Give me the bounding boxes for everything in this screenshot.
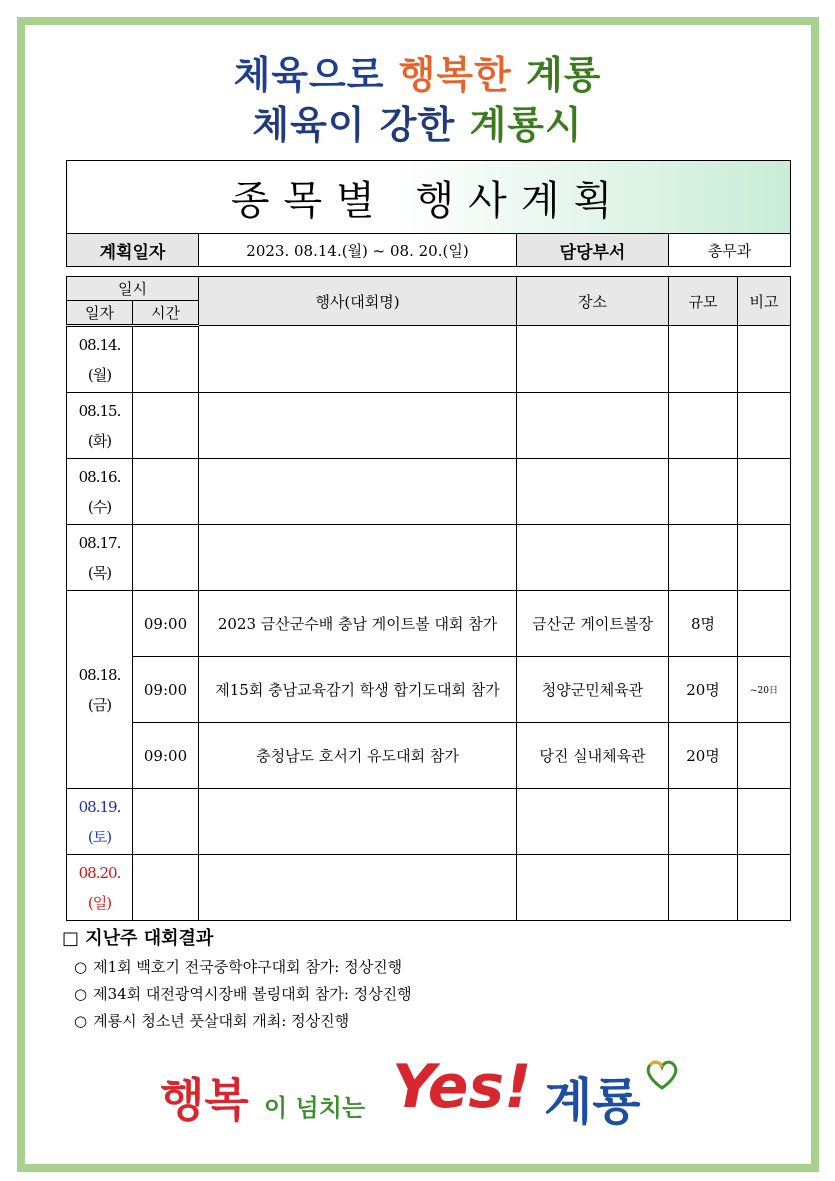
note-cell xyxy=(738,459,791,525)
bottom-slogan-part-2: 이 넘치는 xyxy=(264,1094,366,1122)
event-cell xyxy=(199,789,517,855)
scale-cell xyxy=(669,789,738,855)
schedule-row xyxy=(67,459,791,525)
date-cell xyxy=(67,591,133,789)
scale-cell: 8명 xyxy=(669,591,738,657)
time-cell xyxy=(133,789,199,855)
event-cell xyxy=(199,459,517,525)
result-item xyxy=(74,983,762,1004)
col-event: 행사(대회명) xyxy=(199,277,517,326)
slogan-1-part-2: 행복한 xyxy=(398,53,526,97)
dept-label: 담당부서 xyxy=(517,234,669,267)
weekday-text: (목) xyxy=(87,563,112,582)
date-text: 08.16. xyxy=(78,467,121,486)
scale-cell xyxy=(669,326,738,393)
slogan-line-2 xyxy=(0,94,835,149)
dept-value: 총무과 xyxy=(669,234,791,267)
heart-icon xyxy=(644,1058,680,1090)
place-cell xyxy=(517,326,669,393)
date-cell xyxy=(67,326,133,393)
weekday-text: (일) xyxy=(87,893,112,912)
last-week-results xyxy=(62,924,762,1031)
place-cell xyxy=(517,393,669,459)
event-cell: 제15회 충남교육감기 학생 합기도대회 참가 xyxy=(199,657,517,723)
schedule-row xyxy=(67,789,791,855)
schedule-body xyxy=(67,326,791,921)
note-cell xyxy=(738,789,791,855)
date-text: 08.20. xyxy=(78,863,121,882)
place-cell xyxy=(517,525,669,591)
scale-cell: 20명 xyxy=(669,723,738,789)
time-cell xyxy=(133,855,199,921)
slogan-2-part-1: 체육이 xyxy=(252,103,380,147)
date-text: 08.18. xyxy=(78,665,121,684)
schedule-row xyxy=(67,525,791,591)
slogan-1-part-3: 계룡 xyxy=(526,53,602,97)
schedule-row xyxy=(67,657,791,723)
weekday-text: (월) xyxy=(87,365,112,384)
result-text: 제34회 대전광역시장배 볼링대회 참가: 정상진행 xyxy=(93,985,412,1003)
date-text: 08.17. xyxy=(78,533,121,552)
scale-cell xyxy=(669,393,738,459)
time-cell: 09:00 xyxy=(133,723,199,789)
col-scale: 규모 xyxy=(669,277,738,326)
weekday-text: (화) xyxy=(87,431,112,450)
bottom-slogan-part-1: 행복 xyxy=(160,1073,249,1127)
slogan-1-part-1: 체육으로 xyxy=(233,53,399,97)
note-cell xyxy=(738,525,791,591)
bottom-slogan-part-3: Yes! xyxy=(392,1052,532,1122)
bullet-icon: ○ xyxy=(74,1012,88,1030)
page-title: 종목별 행사계획 xyxy=(67,161,791,234)
place-cell: 청양군민체육관 xyxy=(517,657,669,723)
note-cell xyxy=(738,393,791,459)
event-cell xyxy=(199,525,517,591)
date-text: 08.15. xyxy=(78,401,121,420)
bottom-slogan-logo xyxy=(160,1052,700,1142)
col-datetime: 일시 xyxy=(67,277,199,301)
schedule-table xyxy=(66,276,791,921)
col-date: 일자 xyxy=(67,301,133,326)
schedule-row xyxy=(67,591,791,657)
weekday-text: (토) xyxy=(87,827,112,846)
time-cell: 09:00 xyxy=(133,657,199,723)
col-note: 비고 xyxy=(738,277,791,326)
result-text: 계룡시 청소년 풋살대회 개최: 정상진행 xyxy=(93,1012,350,1030)
date-cell xyxy=(67,393,133,459)
date-cell xyxy=(67,789,133,855)
time-cell xyxy=(133,393,199,459)
scale-cell xyxy=(669,525,738,591)
weekday-text: (금) xyxy=(87,695,112,714)
time-cell xyxy=(133,459,199,525)
scale-cell: 20명 xyxy=(669,657,738,723)
bullet-icon: ○ xyxy=(74,958,88,976)
time-cell xyxy=(133,326,199,393)
time-cell xyxy=(133,525,199,591)
note-cell: ~20日 xyxy=(738,657,791,723)
scale-cell xyxy=(669,855,738,921)
result-item xyxy=(74,956,762,977)
slogan-2-part-3: 계룡시 xyxy=(469,103,583,147)
event-cell xyxy=(199,855,517,921)
note-cell xyxy=(738,723,791,789)
note-cell xyxy=(738,326,791,393)
scale-cell xyxy=(669,459,738,525)
header-table xyxy=(66,160,791,267)
result-item xyxy=(74,1010,762,1031)
bullet-icon: ○ xyxy=(74,985,88,1003)
schedule-row xyxy=(67,326,791,393)
event-cell xyxy=(199,326,517,393)
slogan-2-part-2: 강한 xyxy=(379,103,470,147)
bottom-slogan-part-4: 계룡 xyxy=(544,1073,641,1131)
date-text: 08.14. xyxy=(78,335,121,354)
plan-date-value: 2023. 08.14.(월) ~ 08. 20.(일) xyxy=(199,234,517,267)
schedule-row xyxy=(67,393,791,459)
schedule-row xyxy=(67,855,791,921)
col-place: 장소 xyxy=(517,277,669,326)
plan-date-label: 계획일자 xyxy=(67,234,199,267)
note-cell xyxy=(738,855,791,921)
schedule-row xyxy=(67,723,791,789)
date-cell xyxy=(67,525,133,591)
slogan-line-1 xyxy=(0,44,835,99)
place-cell xyxy=(517,459,669,525)
place-cell xyxy=(517,789,669,855)
note-cell xyxy=(738,591,791,657)
date-cell xyxy=(67,459,133,525)
weekday-text: (수) xyxy=(87,497,112,516)
results-title: □ 지난주 대회결과 xyxy=(62,928,214,949)
event-cell xyxy=(199,393,517,459)
date-text: 08.19. xyxy=(78,797,121,816)
col-time: 시간 xyxy=(133,301,199,326)
place-cell xyxy=(517,855,669,921)
date-cell xyxy=(67,855,133,921)
place-cell: 당진 실내체육관 xyxy=(517,723,669,789)
event-cell: 2023 금산군수배 충남 게이트볼 대회 참가 xyxy=(199,591,517,657)
time-cell: 09:00 xyxy=(133,591,199,657)
event-cell: 충청남도 호서기 유도대회 참가 xyxy=(199,723,517,789)
place-cell: 금산군 게이트볼장 xyxy=(517,591,669,657)
result-text: 제1회 백호기 전국중학야구대회 참가: 정상진행 xyxy=(93,958,403,976)
